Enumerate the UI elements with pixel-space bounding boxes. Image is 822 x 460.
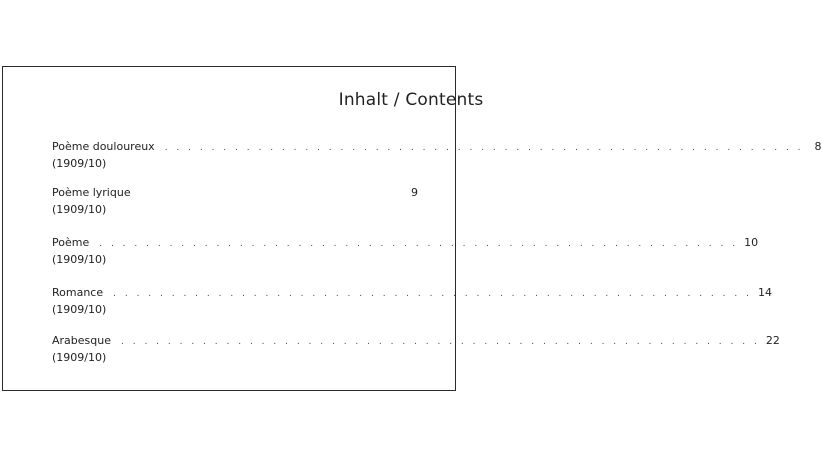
page-number: 10: [744, 236, 759, 249]
entry-title: Poème: [52, 236, 90, 249]
dot-leader: . . . . . . . . . . . . . . . . . . . . . . . . . . . . . . . . . . . . . . . . . . . . . . . . . . . . . . .: [164, 143, 804, 153]
dot-leader: . . . . . . . . . . . . . . . . . . . . . . . . . . . . . . . . . . . . . . . . . . . . . . . . . . . . . . .: [113, 289, 752, 299]
toc-entry[interactable]: [52, 186, 418, 218]
toc-entry[interactable]: [52, 236, 759, 268]
dot-leader: . . . . . . . . . . . . . . . . . . . . . . . . . . . . . . . . . . . . . . . . . . . . . . . . . . . . . . .: [99, 239, 739, 249]
toc-entry[interactable]: [52, 140, 822, 172]
page-number: 9: [411, 186, 418, 199]
entry-year: (1909/10): [52, 203, 107, 216]
entry-title: Arabesque: [52, 334, 111, 347]
page-number: 8: [814, 140, 822, 153]
page-number: 22: [765, 334, 780, 347]
toc-entry[interactable]: [52, 286, 772, 318]
page-title: Inhalt / Contents: [338, 90, 484, 110]
toc-entry[interactable]: [52, 334, 780, 366]
entry-title: Poème douloureux: [52, 140, 155, 153]
entry-year: (1909/10): [52, 157, 107, 170]
entry-title: Poème lyrique: [52, 186, 131, 199]
entry-year: (1909/10): [52, 253, 107, 266]
entry-title: Romance: [52, 286, 104, 299]
entry-year: (1909/10): [52, 351, 107, 364]
entry-year: (1909/10): [52, 303, 107, 316]
dot-leader: . . . . . . . . . . . . . . . . . . . . . . . . . . . . . . . . . . . . . . . . . . . . . . . . . . . . . . .: [121, 337, 760, 347]
page-number: 14: [757, 286, 772, 299]
